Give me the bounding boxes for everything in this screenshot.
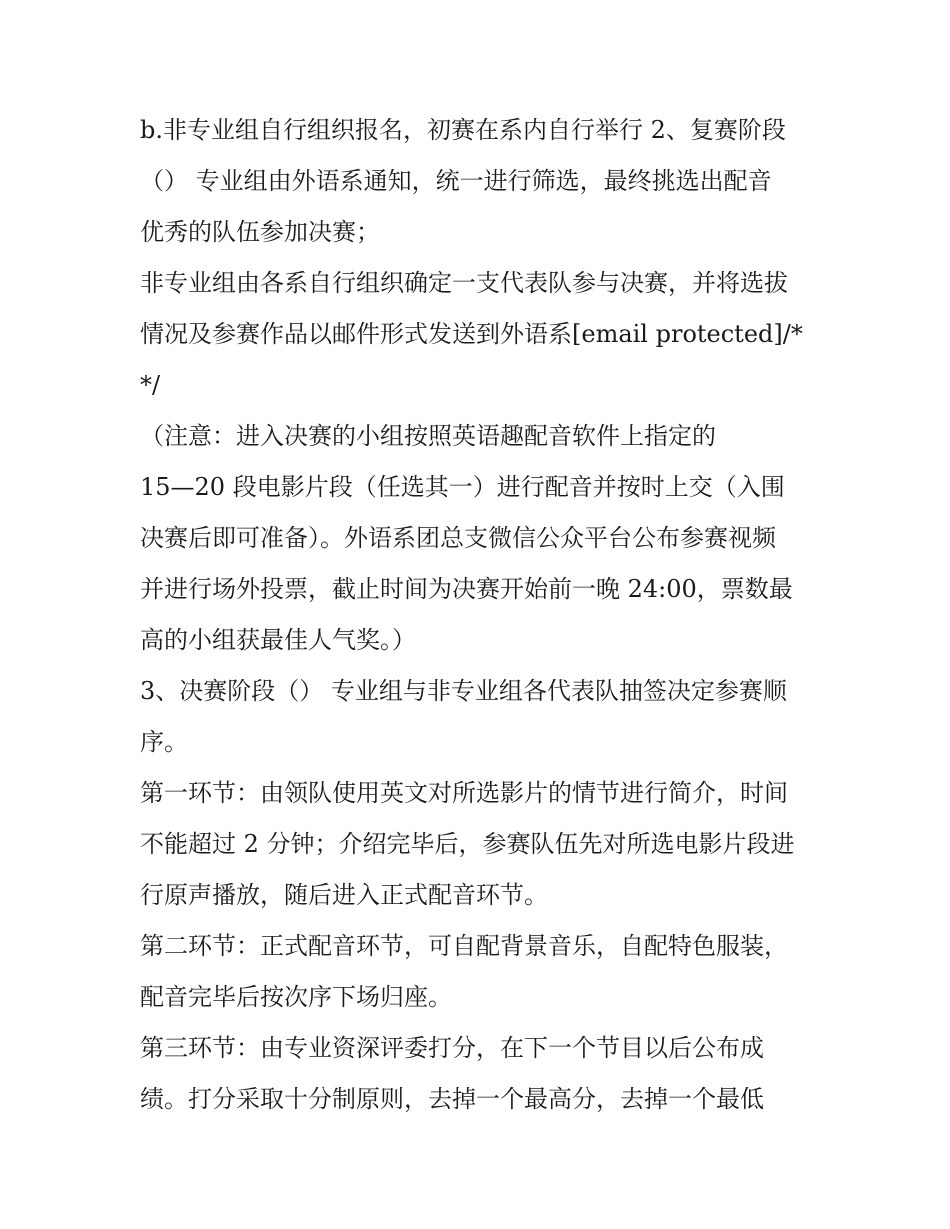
text-line: （） 专业组由外语系通知，统一进行筛选，最终挑选出配音 xyxy=(140,167,772,195)
text-line: （注意：进入决赛的小组按照英语趣配音软件上指定的 xyxy=(140,422,716,450)
text-line: b.非专业组自行组织报名，初赛在系内自行举行 2、复赛阶段 xyxy=(140,116,786,144)
text-line: 优秀的队伍参加决赛； xyxy=(140,218,380,246)
text-line: 高的小组获最佳人气奖。） xyxy=(140,626,416,654)
text-line: 第二环节：正式配音环节，可自配背景音乐，自配特色服装， xyxy=(140,932,788,960)
text-line: 行原声播放，随后进入正式配音环节。 xyxy=(140,881,548,909)
text-line: 不能超过 2 分钟；介绍完毕后，参赛队伍先对所选电影片段进 xyxy=(140,830,795,858)
text-line: 决赛后即可准备）。外语系团总支微信公众平台公布参赛视频 xyxy=(140,524,776,552)
text-line: 情况及参赛作品以邮件形式发送到外语系[email protected]/* xyxy=(140,320,803,348)
text-line: */ xyxy=(140,371,161,399)
text-line: 第三环节：由专业资深评委打分，在下一个节目以后公布成 xyxy=(140,1034,764,1062)
text-line: 第一环节：由领队使用英文对所选影片的情节进行简介，时间 xyxy=(140,779,788,807)
text-line: 序。 xyxy=(140,728,188,756)
text-line: 15—20 段电影片段（任选其一）进行配音并按时上交（入围 xyxy=(140,473,785,501)
text-line: 3、决赛阶段（） 专业组与非专业组各代表队抽签决定参赛顺 xyxy=(140,677,787,705)
text-line: 非专业组由各系自行组织确定一支代表队参与决赛，并将选拔 xyxy=(140,269,788,297)
text-line: 配音完毕后按次序下场归座。 xyxy=(140,983,452,1011)
text-line: 绩。打分采取十分制原则，去掉一个最高分，去掉一个最低 xyxy=(140,1085,764,1113)
text-line: 并进行场外投票，截止时间为决赛开始前一晚 24:00，票数最 xyxy=(140,575,793,603)
document-body xyxy=(140,105,820,1125)
